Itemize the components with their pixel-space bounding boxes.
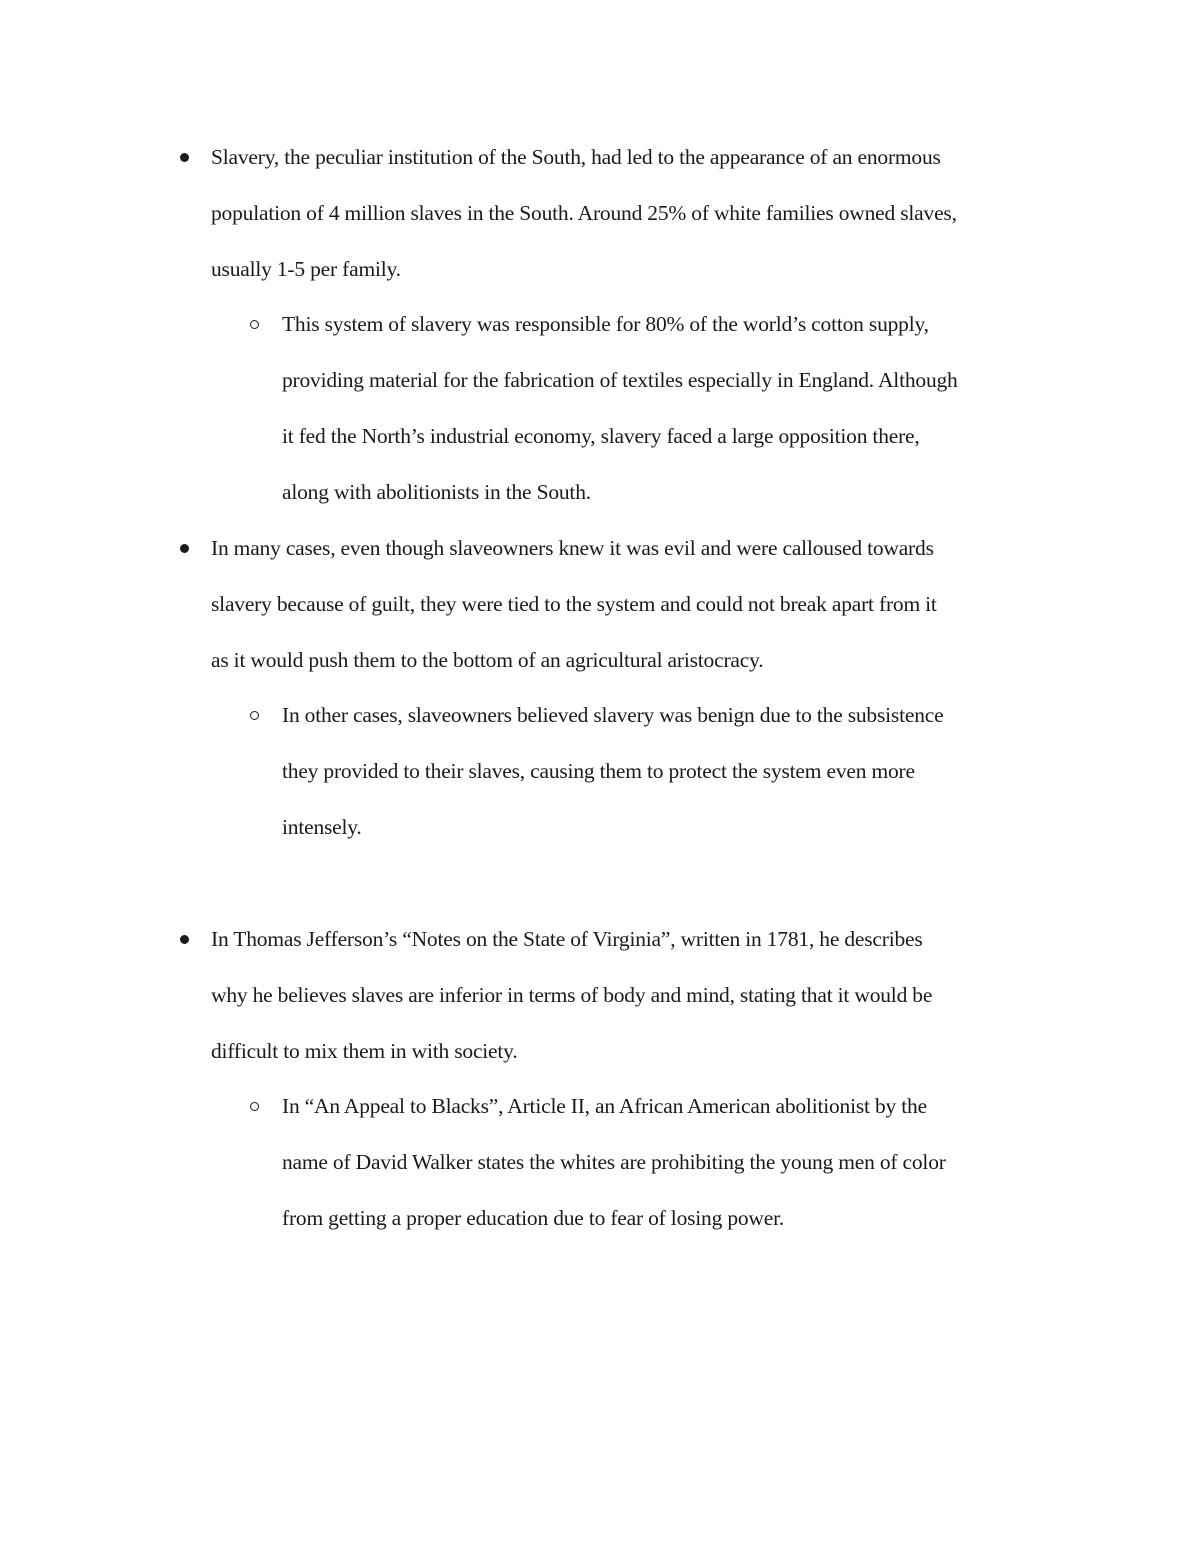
list-item-line: as it would push them to the bottom of an agricultural aristocracy. [211, 648, 764, 672]
list-item-line: from getting a proper education due to fear of losing power. [282, 1206, 785, 1230]
list-item [211, 129, 1071, 297]
list-item-line: along with abolitionists in the South. [282, 480, 591, 504]
list-item-line: In Thomas Jefferson’s “Notes on the State of Virginia”, written in 1781, he describes [211, 927, 923, 951]
bullet-circle-icon [250, 320, 259, 329]
bullet-disc-icon [180, 544, 189, 553]
list-item-line: intensely. [282, 815, 362, 839]
list-item-line: In “An Appeal to Blacks”, Article II, an African American abolitionist by the [282, 1094, 927, 1118]
list-item-line: In other cases, slaveowners believed slavery was benign due to the subsistence [282, 703, 944, 727]
sub-list-item [282, 1078, 1072, 1246]
list-item-line: difficult to mix them in with society. [211, 1039, 518, 1063]
list-item-line: slavery because of guilt, they were tied to the system and could not break apart from it [211, 592, 937, 616]
list-item-line: providing material for the fabrication of textiles especially in England. Although [282, 368, 958, 392]
bullet-disc-icon [180, 153, 189, 162]
list-item-line: it fed the North’s industrial economy, slavery faced a large opposition there, [282, 424, 920, 448]
list-item-line: This system of slavery was responsible for 80% of the world’s cotton supply, [282, 312, 929, 336]
list-item-line: usually 1-5 per family. [211, 257, 401, 281]
sub-list-item [282, 296, 1072, 520]
list-item [211, 520, 1071, 688]
list-item-line: population of 4 million slaves in the South. Around 25% of white families owned slaves, [211, 201, 957, 225]
list-item-line: they provided to their slaves, causing them to protect the system even more [282, 759, 915, 783]
list-item-line: Slavery, the peculiar institution of the South, had led to the appearance of an enormous [211, 145, 941, 169]
list-item-line: In many cases, even though slaveowners knew it was evil and were calloused towards [211, 536, 934, 560]
bullet-disc-icon [180, 935, 189, 944]
list-item-line: why he believes slaves are inferior in terms of body and mind, stating that it would be [211, 983, 933, 1007]
sub-list-item [282, 687, 1072, 855]
list-item-line: name of David Walker states the whites are prohibiting the young men of color [282, 1150, 946, 1174]
bullet-circle-icon [250, 711, 259, 720]
list-item [211, 911, 1071, 1079]
bullet-circle-icon [250, 1102, 259, 1111]
